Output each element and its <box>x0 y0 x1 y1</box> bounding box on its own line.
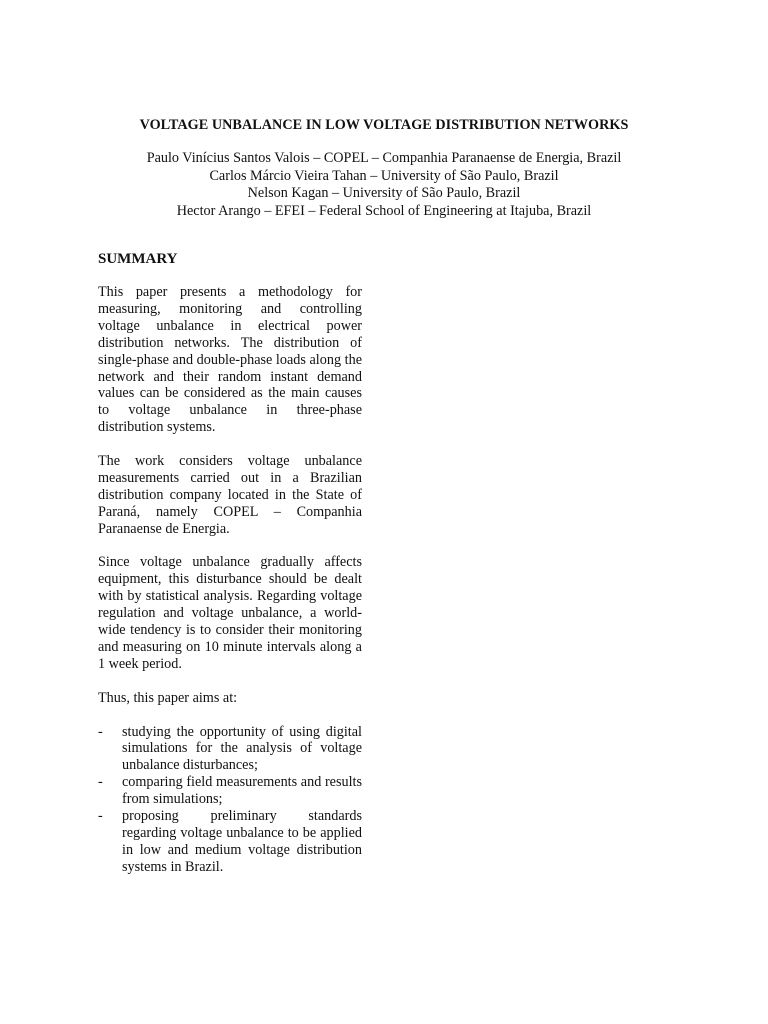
author-list <box>0 150 768 220</box>
author-line: Hector Arango – EFEI – Federal School of Engineering at Itajuba, Brazil <box>176 202 592 219</box>
aims-list <box>98 724 362 876</box>
bullet-dash: - <box>98 723 103 740</box>
aims-list-item-text: studying the opportunity of using digital simulations for the analysis of voltage unbalance disturbances; <box>122 723 362 774</box>
author-line: Paulo Vinícius Santos Valois – COPEL – Companhia Paranaense de Energia, Brazil <box>146 150 622 166</box>
summary-paragraph: Thus, this paper aims at: <box>98 689 238 706</box>
aims-list-item-text: comparing field measurements and results from simulations; <box>122 774 362 808</box>
summary-paragraph: Since voltage unbalance gradually affects equipment, this disturbance should be dealt with by statistical analysis. Regarding voltage regulation and voltage unbalance, a world-wide tendency is to consider their monitoring and measuring on 10 minute intervals along a 1 week period. <box>98 554 362 672</box>
author-line: Nelson Kagan – University of São Paulo, Brazil <box>247 185 521 202</box>
author-line: Carlos Márcio Vieira Tahan – University of São Paulo, Brazil <box>209 167 559 184</box>
summary-column <box>98 284 362 876</box>
bullet-dash: - <box>98 808 103 825</box>
aims-list-item <box>98 724 362 775</box>
aims-list-item <box>98 774 362 808</box>
aims-list-item-text: proposing preliminary standards regarding voltage unbalance to be applied in low and medium voltage distribution systems in Brazil. <box>122 808 362 875</box>
summary-heading: SUMMARY <box>98 251 178 267</box>
summary-paragraph: The work considers voltage unbalance measurements carried out in a Brazilian distribution company located in the State of Paraná, namely COPEL – Companhia Paranaense de Energia. <box>98 453 362 537</box>
summary-paragraph: This paper presents a methodology for measuring, monitoring and controlling voltage unbalance in electrical power distribution networks. The distribution of single-phase and double-phase loads along the network and their random instant demand values can be considered as the main causes to voltage unbalance in three-phase distribution systems. <box>98 284 362 436</box>
bullet-dash: - <box>98 774 103 791</box>
paper-title: VOLTAGE UNBALANCE IN LOW VOLTAGE DISTRIBUTION NETWORKS <box>139 117 629 133</box>
aims-list-item <box>98 808 362 876</box>
